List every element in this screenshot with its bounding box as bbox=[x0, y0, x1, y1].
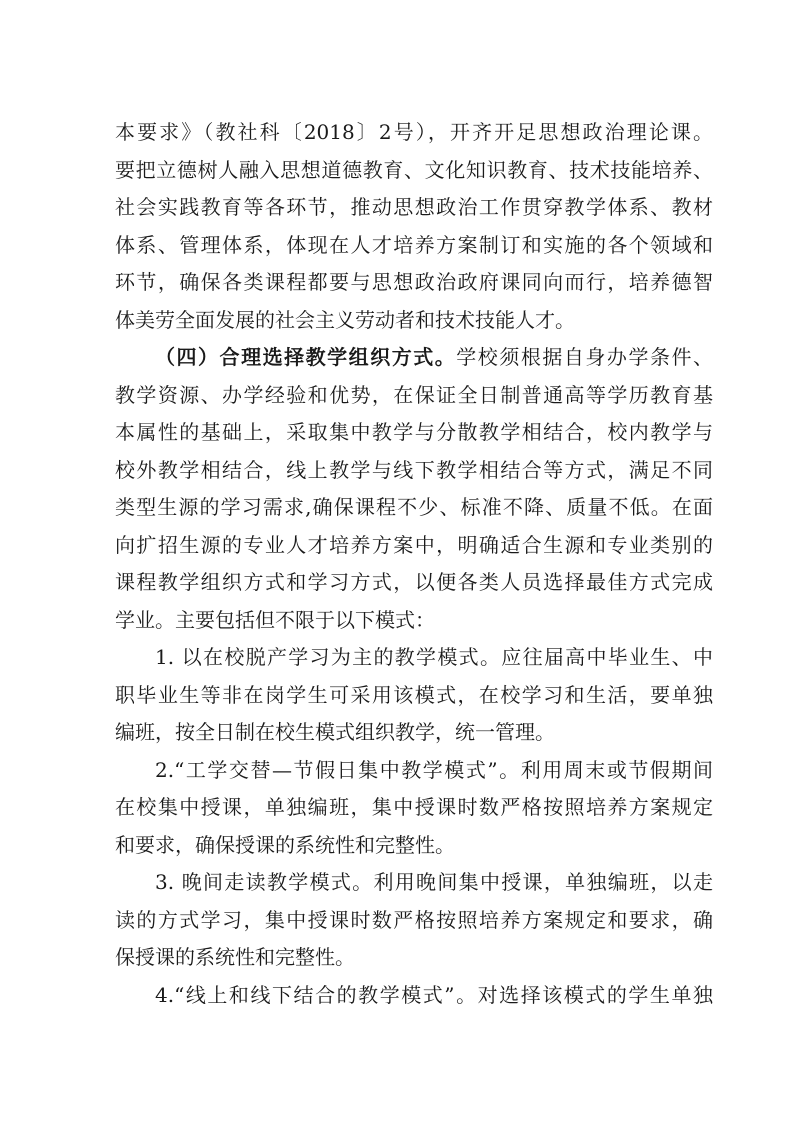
body-line: 类型生源的学习需求,确保课程不少、标准不降、质量不低。在面 bbox=[115, 495, 713, 519]
body-line: 要把立德树人融入思想道德教育、文化知识教育、技术技能培养、 bbox=[115, 157, 713, 182]
document-body bbox=[115, 114, 713, 1014]
body-line: 编班，按全日制在校生模式组织教学，统一管理。 bbox=[115, 720, 555, 744]
body-line: 课程教学组织方式和学习方式，以便各类人员选择最佳方式完成 bbox=[115, 570, 713, 594]
body-line: 向扩招生源的专业人才培养方案中，明确适合生源和专业类别的 bbox=[115, 532, 713, 557]
section-heading-line bbox=[115, 339, 713, 377]
body-line: 体美劳全面发展的社会主义劳动者和技术技能人才。 bbox=[115, 307, 575, 332]
list-item-line: 1. 以在校脱产学习为主的教学模式。应往届高中毕业生、中 bbox=[155, 645, 713, 669]
body-line: 本属性的基础上，采取集中教学与分散教学相结合，校内教学与 bbox=[115, 420, 713, 444]
section-heading: （四）合理选择教学组织方式。 bbox=[155, 345, 457, 369]
body-text: 学校须根据自身办学条件、 bbox=[456, 345, 714, 369]
list-item-line: 4.“线上和线下结合的教学模式”。对选择该模式的学生单独 bbox=[155, 982, 713, 1007]
body-line: 在校集中授课，单独编班，集中授课时数严格按照培养方案规定 bbox=[115, 795, 713, 819]
list-item-line: 2.“工学交替—节假日集中教学模式”。利用周末或节假期间 bbox=[155, 757, 713, 782]
body-line: 校外教学相结合，线上教学与线下教学相结合等方式，满足不同 bbox=[115, 457, 713, 482]
body-line: 本要求》（教社科〔2018〕2号），开齐开足思想政治理论课。 bbox=[115, 120, 713, 144]
body-line: 保授课的系统性和完整性。 bbox=[115, 945, 355, 969]
body-line: 体系、管理体系，体现在人才培养方案制订和实施的各个领域和 bbox=[115, 232, 713, 257]
body-line: 读的方式学习，集中授课时数严格按照培养方案规定和要求，确 bbox=[115, 907, 713, 932]
list-item-line: 3. 晚间走读教学模式。利用晚间集中授课，单独编班，以走 bbox=[155, 870, 713, 894]
body-line: 职毕业生等非在岗学生可采用该模式，在校学习和生活，要单独 bbox=[115, 682, 713, 707]
body-line: 学业。主要包括但不限于以下模式： bbox=[115, 607, 435, 632]
body-line: 和要求，确保授课的系统性和完整性。 bbox=[115, 832, 455, 857]
body-line: 环节，确保各类课程都要与思想政治政府课同向而行，培养德智 bbox=[115, 270, 713, 294]
body-line: 社会实践教育等各环节，推动思想政治工作贯穿教学体系、教材 bbox=[115, 195, 713, 219]
body-line: 教学资源、办学经验和优势，在保证全日制普通高等学历教育基 bbox=[115, 382, 713, 407]
